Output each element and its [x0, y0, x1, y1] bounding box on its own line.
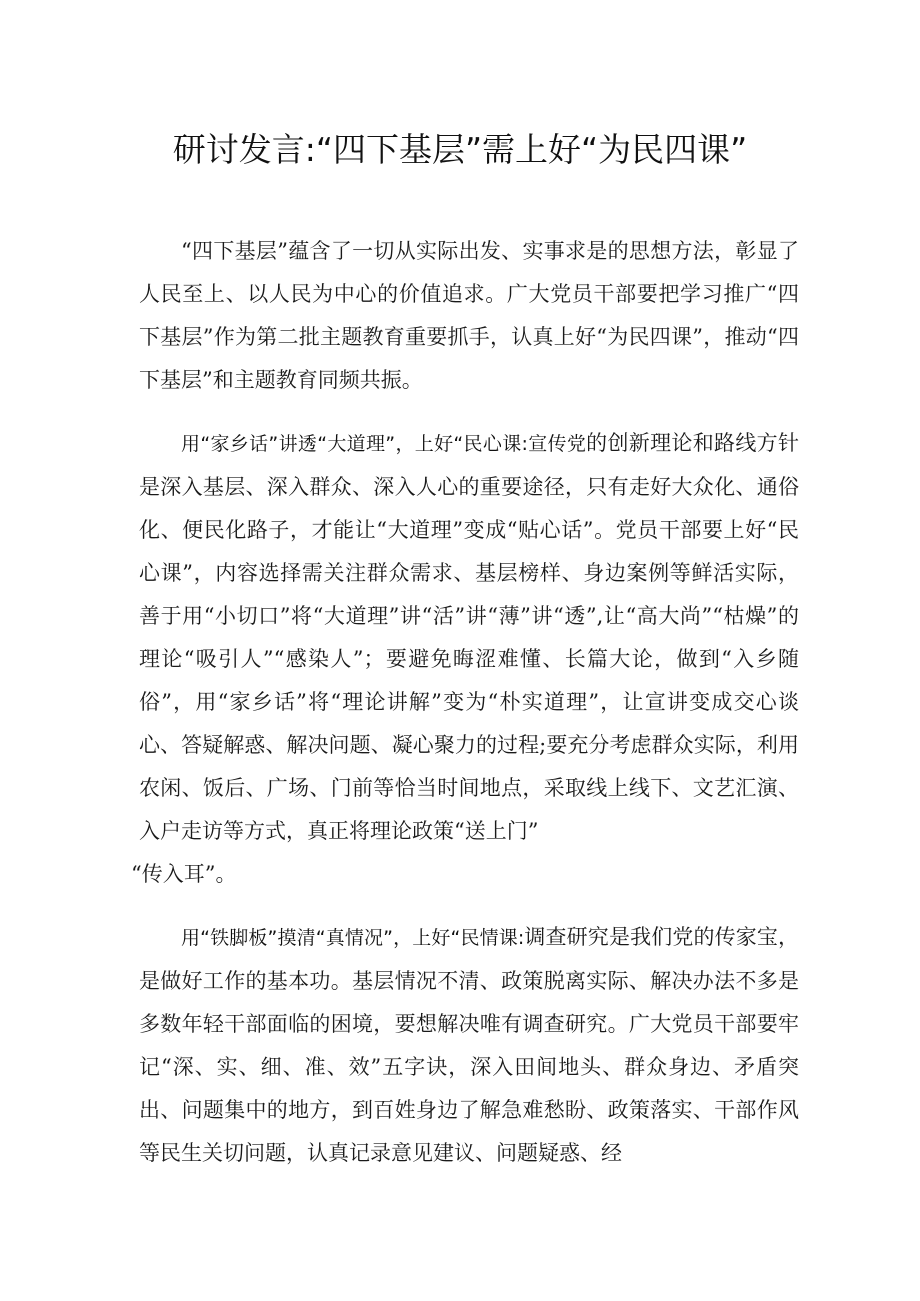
paragraph-intro-text: “四下基层”蕴含了一切从实际出发、实事求是的思想方法，彰显了人民至上、以人民为中心的价值追求。广大党员干部要把学习推广“四下基层”作为第二批主题教育重要抓手，认真上好“为民四课”，推动“四下基层”和主题教育同频共振。: [139, 239, 799, 392]
document-title: 研讨发言:“四下基层”需上好“为民四课”: [172, 130, 748, 169]
paragraph-minqing: [139, 916, 799, 1175]
paragraph-minxin-lead: 用“家乡话”讲透“大道理”，上好“民心课:宣传党: [181, 433, 587, 455]
paragraph-minqing-lead: 用“铁脚板”摸清“真情况”，上好“民情课:: [181, 927, 525, 949]
document-body: [131, 230, 800, 1175]
paragraph-minxin-text: 的创新理论和路线方针是深入基层、深入群众、深入人心的重要途径，只有走好大众化、通俗化、便民化路子，才能让“大道理”变成“贴心话”。党员干部要上好“民心课”，内容选择需关注群众需求、基层榜样、身边案例等鲜活实际，善于用“小切口”将“大道理”讲“活”讲“薄”讲“透”,让“高大尚”“枯燥”的理论“吸引人”“感染人”；要避免晦涩难懂、长篇大论，做到“入乡随俗”，用“家乡话”将“理论讲解”变为“朴实道理”，让宣讲变成交心谈心、答疑解惑、解决问题、凝心聚力的过程;要充分考虑群众实际，利用农闲、饭后、广场、门前等恰当时间地点，采取线上线下、文艺汇演、入户走访等方式，真正将理论政策“送上门”: [139, 431, 800, 843]
paragraph-minxin-tail: “传入耳”。: [131, 862, 237, 886]
paragraph-minqing-text: 调查研究是我们党的传家宝，是做好工作的基本功。基层情况不清、政策脱离实际、解决办法不多是多数年轻干部面临的困境，要想解决唯有调查研究。广大党员干部要牢记“深、实、细、准、效”五字诀，深入田间地头、群众身边、矛盾突出、问题集中的地方，到百姓身边了解急难愁盼、政策落实、干部作风等民生关切问题，认真记录意见建议、问题疑惑、经: [139, 925, 800, 1165]
paragraph-minxin: [139, 422, 799, 853]
paragraph-intro: [139, 230, 799, 402]
